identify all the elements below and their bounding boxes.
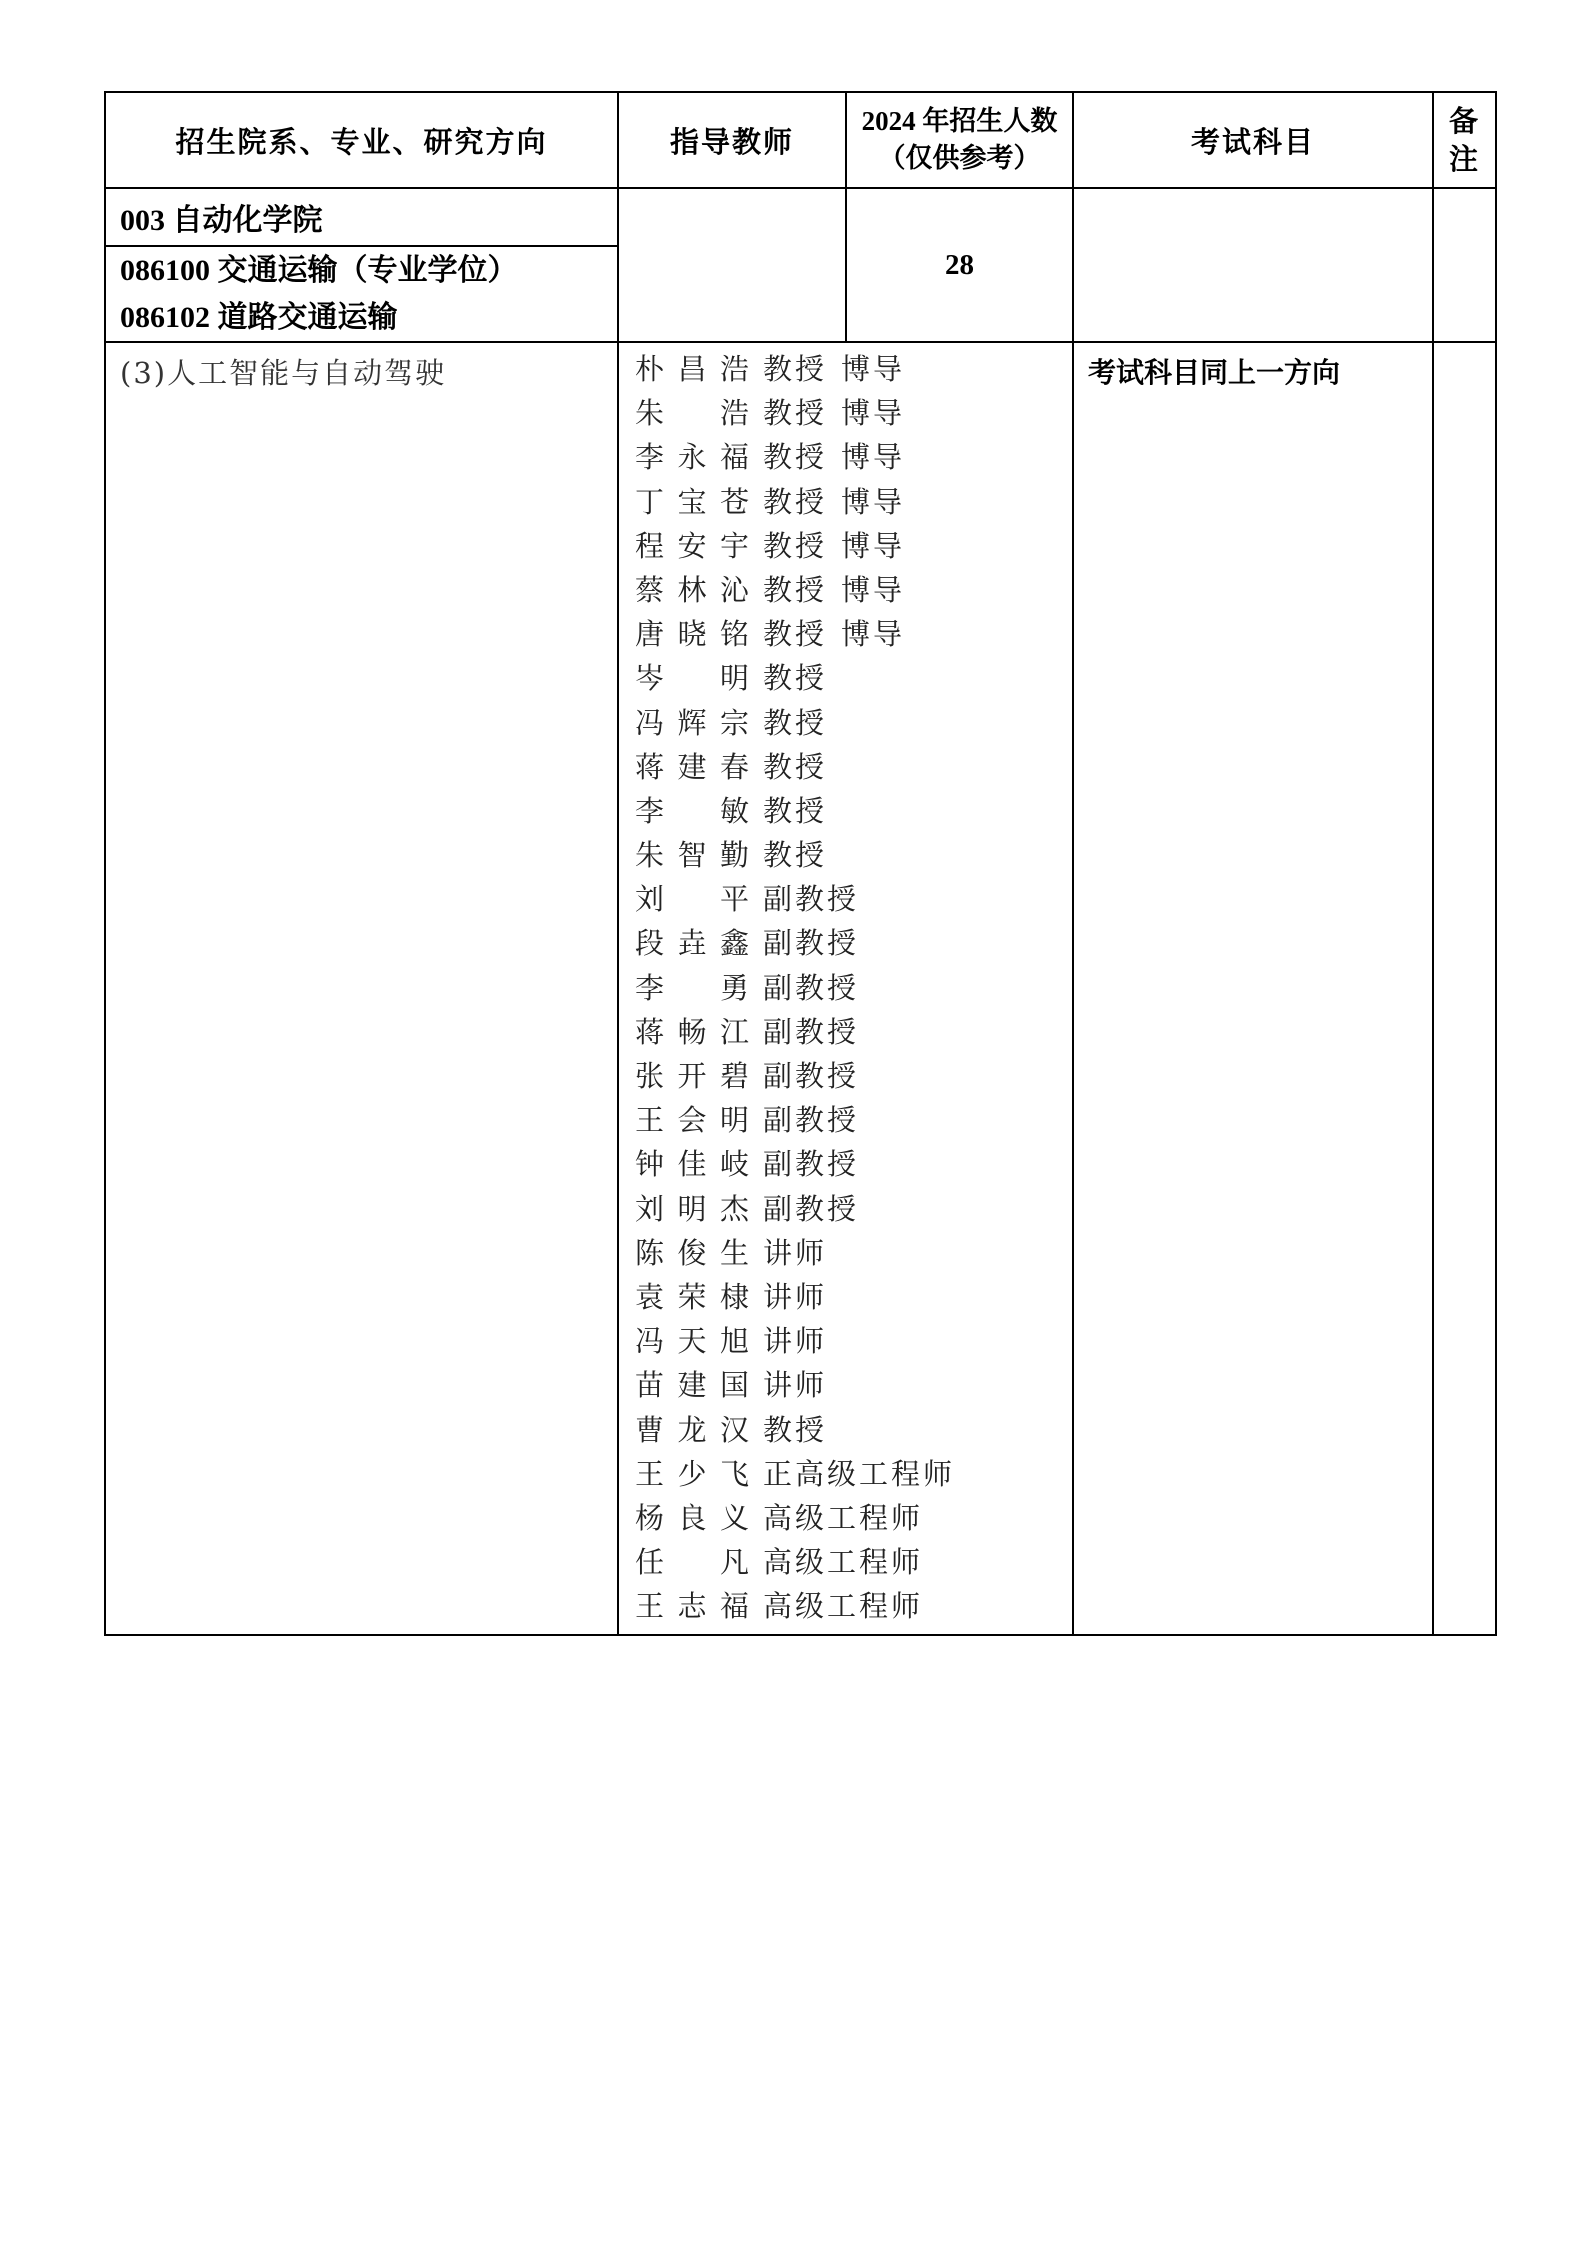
tutor-name: 刘平 — [635, 882, 749, 917]
header-count-line2: （仅供参考） — [878, 143, 1041, 174]
header-note — [1433, 92, 1496, 188]
tutor-item — [635, 391, 1072, 435]
tutor-name: 张开碧 — [635, 1059, 749, 1093]
tutor-item — [635, 1231, 1072, 1275]
tutor-name: 朱浩 — [635, 396, 749, 431]
enrollment-count: 28 — [846, 188, 1073, 342]
tutor-name: 冯辉宗 — [635, 705, 749, 740]
tutor-title: 副教授 — [763, 926, 860, 961]
tutor-item — [635, 347, 1072, 391]
tutor-title: 副教授 — [763, 1014, 860, 1049]
dept-name: 003 自动化学院 — [105, 188, 618, 246]
tutor-title: 高级工程师 — [763, 1500, 924, 1535]
tutor-name: 任凡 — [635, 1545, 749, 1580]
tutor-name: 蒋畅江 — [635, 1014, 749, 1049]
tutor-name: 王少飞 — [635, 1456, 749, 1491]
tutor-item — [635, 789, 1072, 833]
tutor-title: 副教授 — [763, 970, 860, 1005]
tutor-item — [635, 1098, 1072, 1142]
tutor-item — [635, 921, 1072, 965]
tutor-title: 教授 — [763, 749, 828, 784]
tutor-item — [635, 966, 1072, 1010]
tutor-title: 讲师 — [763, 1324, 828, 1359]
major-cell — [105, 246, 618, 342]
tutor-name: 程安宇 — [635, 528, 749, 563]
tutor-name: 王志福 — [635, 1589, 749, 1624]
tutor-title: 教授 — [763, 396, 828, 431]
tutor-name: 袁荣棣 — [635, 1279, 749, 1314]
tutor-item — [635, 1054, 1072, 1098]
header-tutor: 指导教师 — [618, 92, 846, 188]
tutor-item — [635, 745, 1072, 789]
dept-exam-empty — [1073, 188, 1433, 342]
header-dept: 招生院系、专业、研究方向 — [105, 92, 618, 188]
tutor-title: 教授 — [763, 661, 828, 696]
tutor-item — [635, 435, 1072, 479]
tutor-item — [635, 480, 1072, 524]
tutor-name: 朱智勤 — [635, 838, 749, 873]
tutor-title: 正高级工程师 — [763, 1456, 956, 1491]
tutor-item — [635, 833, 1072, 877]
tutor-item — [635, 701, 1072, 745]
header-count-line1: 2024 年招生人数 — [861, 106, 1058, 136]
tutor-name: 李勇 — [635, 970, 749, 1005]
tutor-extra: 博导 — [841, 440, 906, 475]
tutor-title: 教授 — [763, 705, 828, 740]
tutor-name: 蔡林沁 — [635, 572, 749, 607]
tutor-item — [635, 1496, 1072, 1540]
tutor-name: 苗建国 — [635, 1368, 749, 1403]
tutor-extra: 博导 — [841, 396, 906, 431]
tutor-title: 教授 — [763, 484, 828, 519]
dept-row — [105, 188, 1496, 246]
tutor-item — [635, 1275, 1072, 1319]
tutor-title: 讲师 — [763, 1279, 828, 1314]
tutor-list — [618, 342, 1073, 1635]
tutor-title: 高级工程师 — [763, 1589, 924, 1624]
tutor-name: 李永福 — [635, 440, 749, 475]
tutor-title: 副教授 — [763, 882, 860, 917]
tutor-extra: 博导 — [841, 617, 906, 652]
tutor-item — [635, 1010, 1072, 1054]
header-row — [105, 92, 1496, 188]
tutor-name: 杨良义 — [635, 1500, 749, 1535]
tutor-title: 教授 — [763, 572, 828, 607]
tutor-title: 教授 — [763, 1412, 828, 1447]
tutor-extra: 博导 — [841, 528, 906, 563]
major-line1: 086100 交通运输（专业学位） — [120, 254, 518, 287]
admissions-table — [104, 91, 1497, 1636]
direction-note-empty — [1433, 342, 1496, 1635]
tutor-extra: 博导 — [841, 572, 906, 607]
tutor-item — [635, 1452, 1072, 1496]
header-count — [846, 92, 1073, 188]
header-note-line2: 注 — [1448, 142, 1480, 176]
tutor-item — [635, 524, 1072, 568]
tutor-title: 教授 — [763, 838, 828, 873]
tutor-title: 副教授 — [763, 1059, 860, 1093]
tutor-name: 钟佳岐 — [635, 1147, 749, 1182]
tutor-item — [635, 612, 1072, 656]
tutor-title: 教授 — [763, 528, 828, 563]
tutor-title: 讲师 — [763, 1368, 828, 1403]
major-line2: 086102 道路交通运输 — [120, 301, 398, 334]
tutor-item — [635, 1319, 1072, 1363]
dept-note-empty — [1433, 188, 1496, 342]
exam-subjects: 考试科目同上一方向 — [1073, 342, 1433, 1635]
tutor-item — [635, 1363, 1072, 1407]
tutor-item — [635, 1408, 1072, 1452]
tutor-title: 讲师 — [763, 1235, 828, 1270]
tutor-title: 副教授 — [763, 1147, 860, 1182]
tutor-name: 蒋建春 — [635, 749, 749, 784]
dept-tutor-empty — [618, 188, 846, 342]
tutor-name: 曹龙汉 — [635, 1412, 749, 1447]
tutor-title: 副教授 — [763, 1191, 860, 1226]
tutor-name: 冯天旭 — [635, 1324, 749, 1359]
tutor-item — [635, 1540, 1072, 1584]
tutor-title: 高级工程师 — [763, 1545, 924, 1580]
tutor-name: 王会明 — [635, 1103, 749, 1138]
direction-row — [105, 342, 1496, 1635]
tutor-name: 李敏 — [635, 793, 749, 828]
tutor-name: 段垚鑫 — [635, 926, 749, 961]
tutor-title: 教授 — [763, 352, 828, 386]
tutor-title: 教授 — [763, 617, 828, 652]
tutor-title: 教授 — [763, 793, 828, 828]
tutor-item — [635, 1142, 1072, 1186]
tutor-name: 唐晓铭 — [635, 617, 749, 652]
tutor-name: 刘明杰 — [635, 1191, 749, 1226]
tutor-title: 副教授 — [763, 1103, 860, 1138]
tutor-item — [635, 1584, 1072, 1628]
tutor-item — [635, 877, 1072, 921]
tutor-name: 丁宝苍 — [635, 484, 749, 519]
header-note-line1: 备 — [1448, 104, 1480, 138]
header-exam: 考试科目 — [1073, 92, 1433, 188]
tutor-extra: 博导 — [841, 352, 906, 386]
tutor-item — [635, 1187, 1072, 1231]
tutor-name: 朴昌浩 — [635, 352, 749, 386]
tutor-item — [635, 656, 1072, 700]
tutor-extra: 博导 — [841, 484, 906, 519]
direction-name: (3)人工智能与自动驾驶 — [105, 342, 618, 1635]
tutor-name: 岑明 — [635, 661, 749, 696]
tutor-title: 教授 — [763, 440, 828, 475]
tutor-item — [635, 568, 1072, 612]
tutor-name: 陈俊生 — [635, 1235, 749, 1270]
